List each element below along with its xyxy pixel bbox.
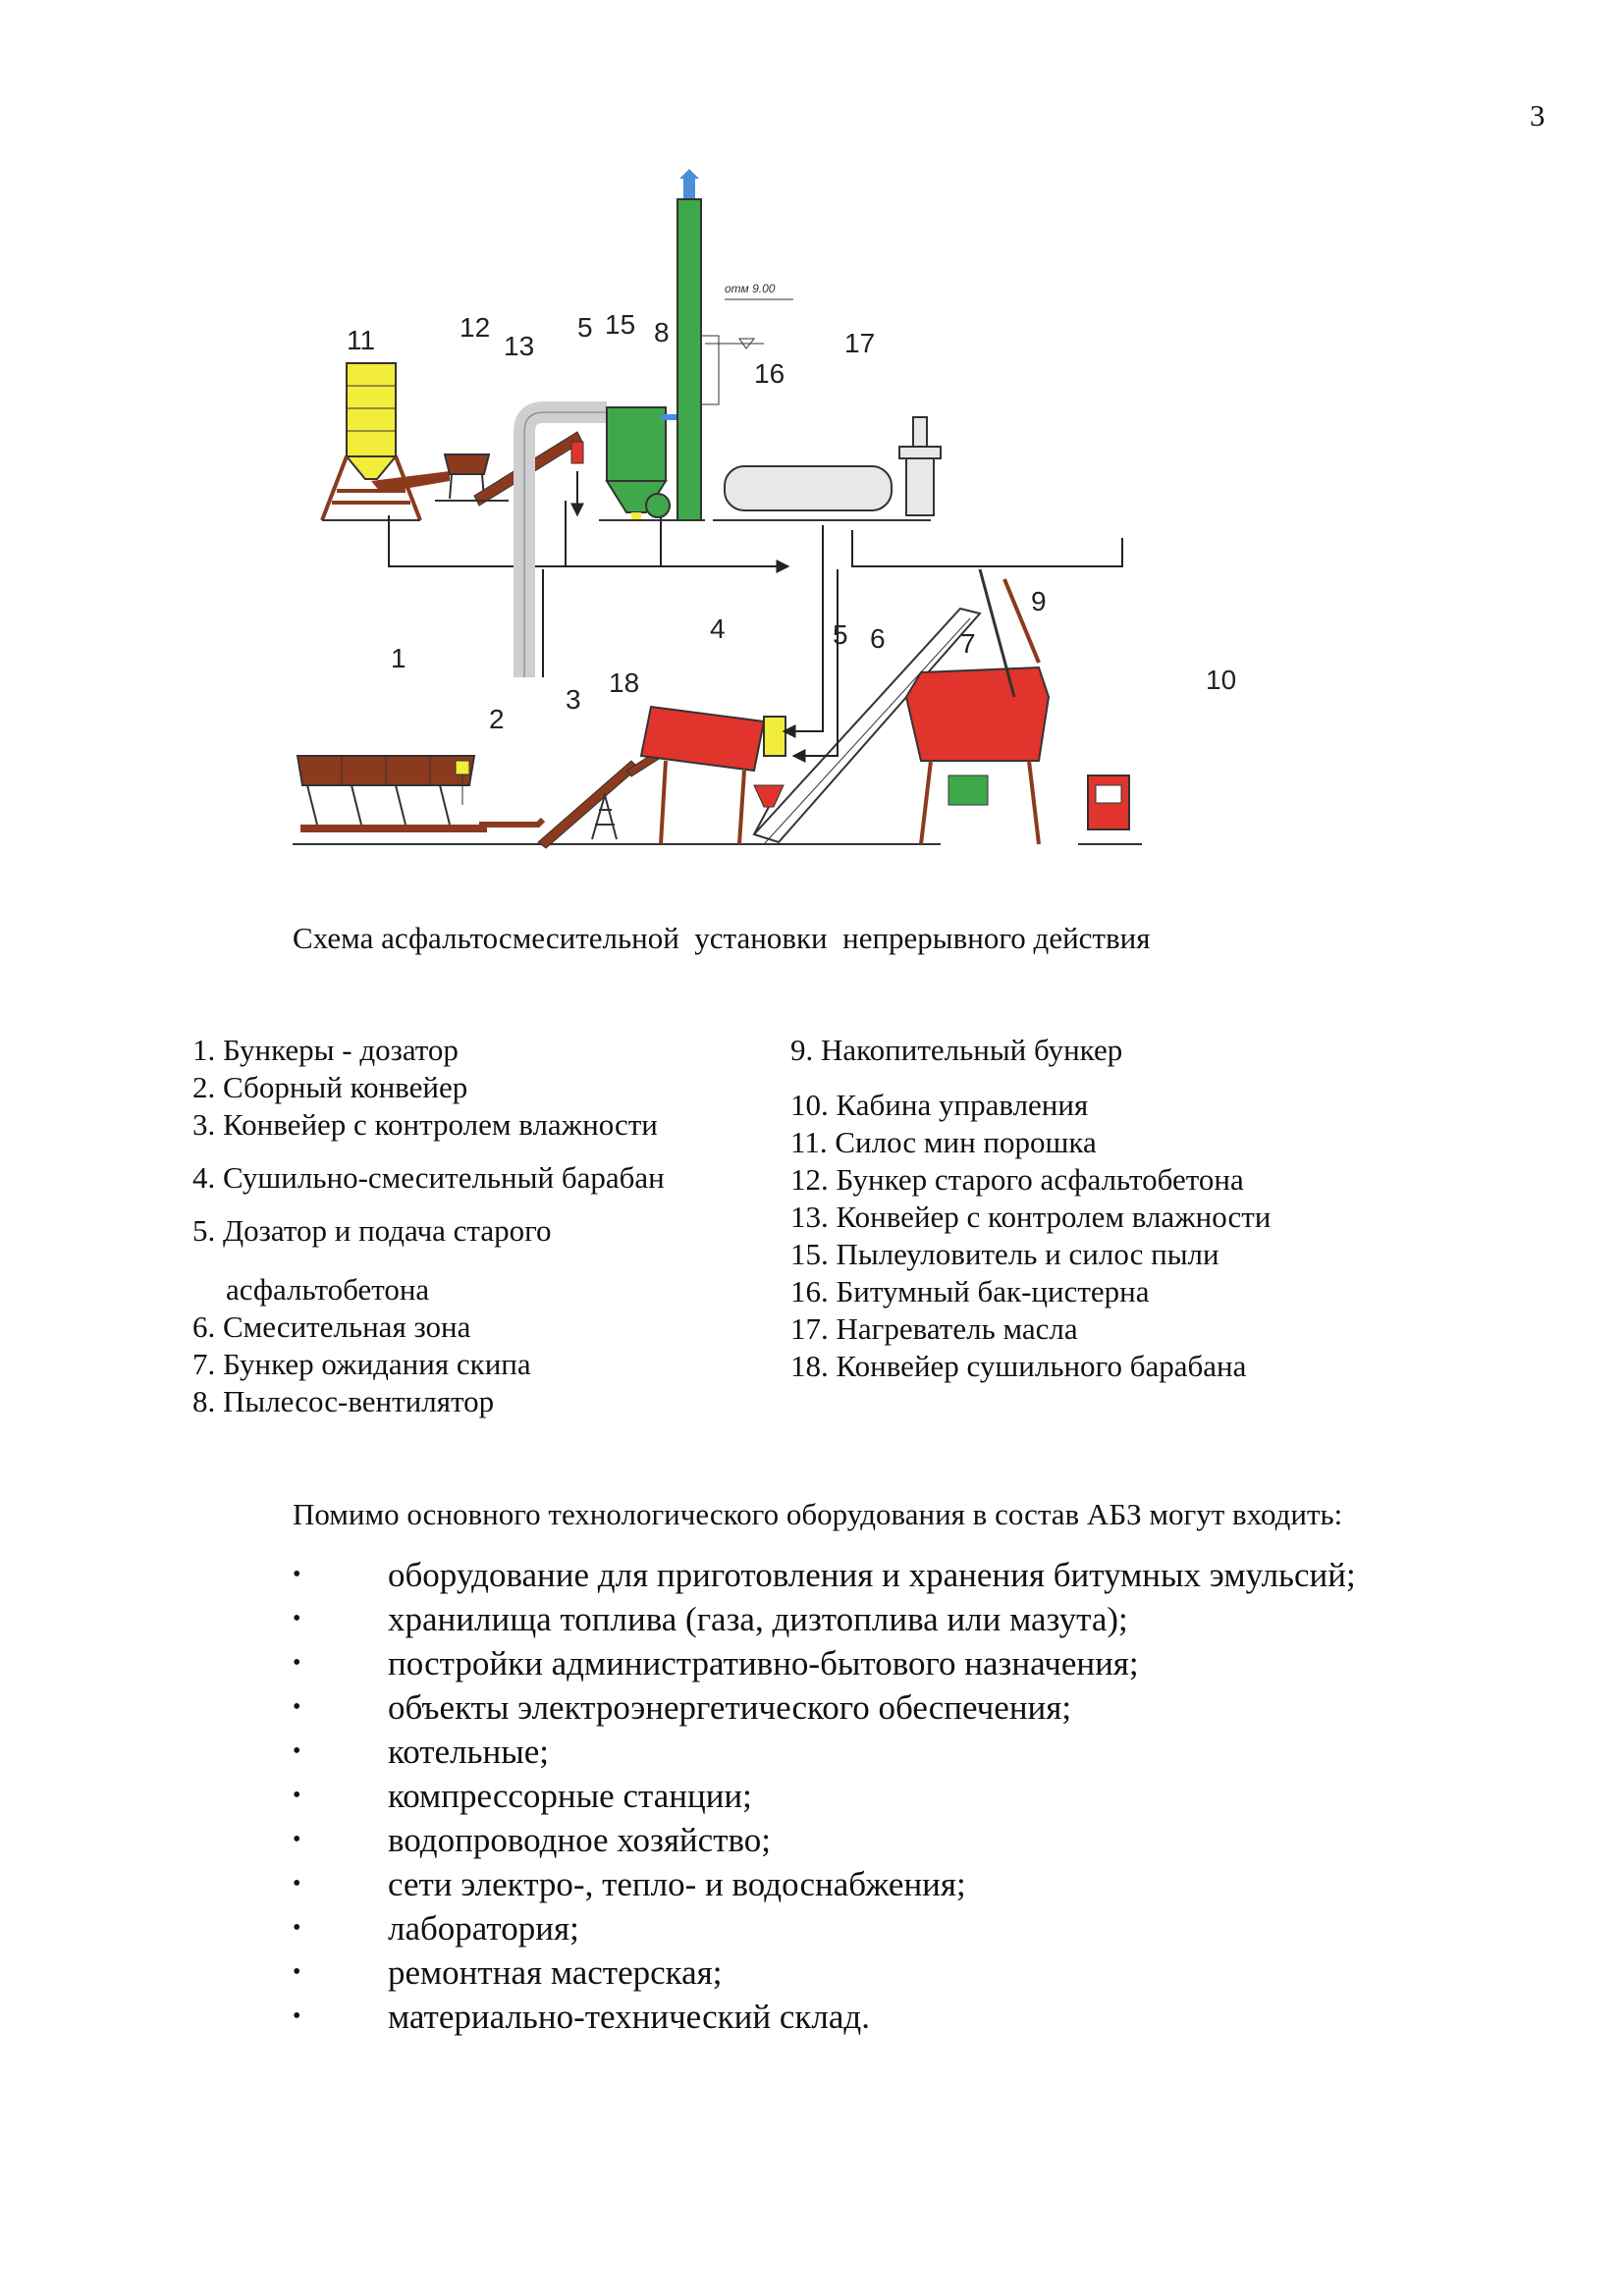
- legend-item: 10. Кабина управления: [790, 1088, 1089, 1122]
- list-item-text: компрессорные станции;: [388, 1777, 752, 1815]
- control-cabin: [1078, 775, 1142, 844]
- bitumen-tank: [713, 466, 931, 520]
- mineral-powder-silo: [322, 363, 450, 520]
- bullet-icon: •: [293, 1915, 301, 1941]
- list-item-text: объекты электроэнергетического обеспечения;: [388, 1688, 1072, 1727]
- list-item-text: сети электро-, тепло- и водоснабжения;: [388, 1865, 966, 1903]
- list-item-text: ремонтная мастерская;: [388, 1953, 723, 1992]
- list-item-text: лаборатория;: [388, 1909, 579, 1948]
- page-number: 3: [1530, 98, 1545, 133]
- figure-caption: Схема асфальтосмесительной установки непрерывного действия: [293, 921, 1151, 955]
- legend-item: 5. Дозатор и подача старого: [192, 1213, 552, 1248]
- list-item-text: водопроводное хозяйство;: [388, 1821, 772, 1859]
- bullet-icon: •: [293, 1959, 301, 1985]
- label-6: 6: [870, 623, 886, 654]
- list-item-text: материально-технический склад.: [388, 1998, 870, 2036]
- legend-item: 1. Бункеры - дозатор: [192, 1033, 459, 1067]
- intro-paragraph: Помимо основного технологического оборудования в состав АБЗ могут входить:: [293, 1497, 1343, 1531]
- bullet-icon: •: [293, 1562, 301, 1587]
- label-8: 8: [654, 317, 670, 347]
- label-4: 4: [710, 614, 726, 644]
- plant-diagram: [293, 147, 1333, 859]
- label-3: 3: [566, 684, 581, 715]
- label-18: 18: [609, 667, 640, 698]
- svg-text:отм 9.00: отм 9.00: [725, 282, 776, 295]
- legend-item: 17. Нагреватель масла: [790, 1311, 1078, 1346]
- aggregate-bins: [298, 756, 543, 832]
- bullet-icon: •: [293, 1827, 301, 1852]
- label-10: 10: [1206, 665, 1237, 695]
- oil-heater: [899, 417, 941, 515]
- label-5-top: 5: [577, 312, 593, 343]
- legend-item: 13. Конвейер с контролем влажности: [790, 1200, 1272, 1234]
- label-5-bottom: 5: [833, 619, 848, 650]
- bullet-icon: •: [293, 1738, 301, 1764]
- label-17: 17: [844, 328, 876, 358]
- bullet-icon: •: [293, 2003, 301, 2029]
- label-15: 15: [605, 309, 636, 340]
- label-7: 7: [960, 628, 976, 659]
- list-item-text: оборудование для приготовления и хранения битумных эмульсий;: [388, 1556, 1356, 1594]
- legend-item: асфальтобетона: [226, 1272, 430, 1307]
- legend-item: 15. Пылеуловитель и силос пыли: [790, 1237, 1219, 1271]
- bullet-icon: •: [293, 1606, 301, 1631]
- legend-item: 7. Бункер ожидания скипа: [192, 1347, 531, 1381]
- legend-item: 12. Бункер старого асфальтобетона: [790, 1162, 1244, 1197]
- storage-silo: [906, 569, 1049, 844]
- list-item-text: постройки административно-бытового назначения;: [388, 1644, 1139, 1682]
- label-11: 11: [347, 325, 376, 355]
- legend-item: 3. Конвейер с контролем влажности: [192, 1107, 658, 1142]
- legend-item: 16. Битумный бак-цистерна: [790, 1274, 1150, 1308]
- legend-item: 6. Смесительная зона: [192, 1309, 471, 1344]
- legend-item: 8. Пылесос-вентилятор: [192, 1384, 495, 1418]
- list-item-text: котельные;: [388, 1733, 550, 1771]
- label-16: 16: [754, 358, 785, 389]
- inclined-conveyor: [456, 761, 638, 848]
- label-9: 9: [1031, 586, 1047, 616]
- bullet-icon: •: [293, 1694, 301, 1720]
- bullet-icon: •: [293, 1871, 301, 1896]
- legend-item: 18. Конвейер сушильного барабана: [790, 1349, 1247, 1383]
- old-asphalt-hopper: [435, 427, 583, 506]
- legend-item: 11. Силос мин порошка: [790, 1125, 1097, 1159]
- label-12: 12: [460, 312, 491, 343]
- legend-item: 9. Накопительный бункер: [790, 1033, 1123, 1067]
- label-2: 2: [489, 704, 505, 734]
- label-13: 13: [504, 331, 535, 361]
- bullet-icon: •: [293, 1783, 301, 1808]
- legend-item: 4. Сушильно-смесительный барабан: [192, 1160, 665, 1195]
- label-1: 1: [391, 643, 406, 673]
- bullet-icon: •: [293, 1650, 301, 1676]
- legend-item: 2. Сборный конвейер: [192, 1070, 468, 1104]
- list-item-text: хранилища топлива (газа, дизтоплива или мазута);: [388, 1600, 1128, 1638]
